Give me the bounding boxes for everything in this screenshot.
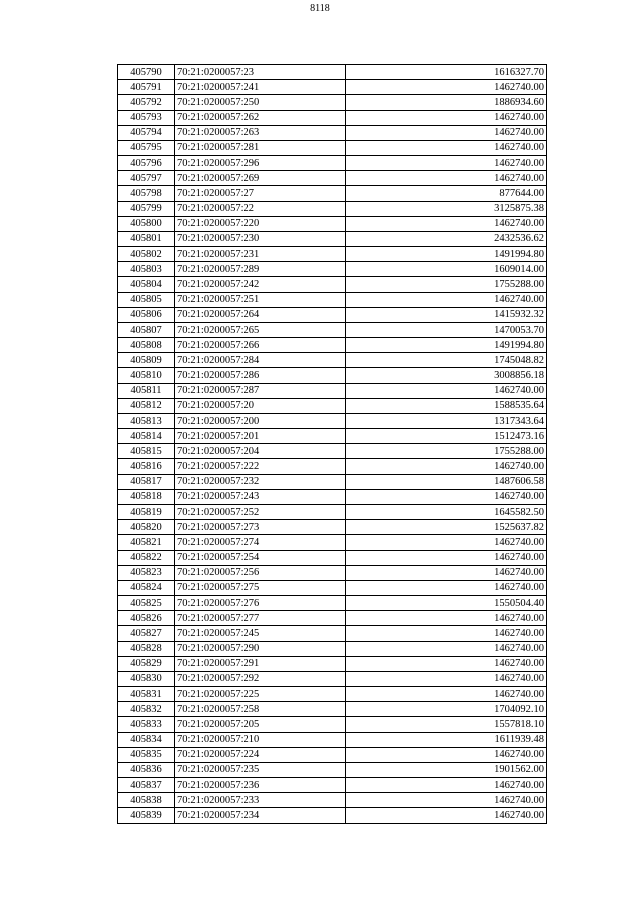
row-number-cell: 405793 xyxy=(118,110,175,125)
cadastral-value-cell: 1462740.00 xyxy=(346,535,547,550)
table-row xyxy=(118,717,547,732)
cadastral-value-cell: 1415932.32 xyxy=(346,307,547,322)
row-number-cell: 405798 xyxy=(118,186,175,201)
table-row xyxy=(118,504,547,519)
cadastral-value-cell: 1462740.00 xyxy=(346,171,547,186)
table-row xyxy=(118,687,547,702)
table-row xyxy=(118,732,547,747)
cadastral-number-cell: 70:21:0200057:225 xyxy=(175,687,346,702)
row-number-cell: 405801 xyxy=(118,231,175,246)
table-row xyxy=(118,444,547,459)
row-number-cell: 405828 xyxy=(118,641,175,656)
cadastral-number-cell: 70:21:0200057:252 xyxy=(175,504,346,519)
table-row xyxy=(118,626,547,641)
table-row xyxy=(118,171,547,186)
cadastral-number-cell: 70:21:0200057:200 xyxy=(175,413,346,428)
row-number-cell: 405822 xyxy=(118,550,175,565)
cadastral-value-cell: 1462740.00 xyxy=(346,140,547,155)
table-row xyxy=(118,322,547,337)
row-number-cell: 405806 xyxy=(118,307,175,322)
cadastral-value-cell: 1462740.00 xyxy=(346,611,547,626)
row-number-cell: 405837 xyxy=(118,778,175,793)
cadastral-number-cell: 70:21:0200057:224 xyxy=(175,747,346,762)
page-number: 8118 xyxy=(310,3,330,14)
table-row xyxy=(118,641,547,656)
row-number-cell: 405810 xyxy=(118,368,175,383)
cadastral-value-cell: 1886934.60 xyxy=(346,95,547,110)
table-row xyxy=(118,368,547,383)
row-number-cell: 405808 xyxy=(118,338,175,353)
table-row xyxy=(118,489,547,504)
cadastral-number-cell: 70:21:0200057:204 xyxy=(175,444,346,459)
row-number-cell: 405819 xyxy=(118,504,175,519)
cadastral-number-cell: 70:21:0200057:210 xyxy=(175,732,346,747)
cadastral-number-cell: 70:21:0200057:222 xyxy=(175,459,346,474)
row-number-cell: 405838 xyxy=(118,793,175,808)
cadastral-number-cell: 70:21:0200057:284 xyxy=(175,353,346,368)
cadastral-value-cell: 1512473.16 xyxy=(346,429,547,444)
cadastral-number-cell: 70:21:0200057:269 xyxy=(175,171,346,186)
cadastral-value-cell: 1462740.00 xyxy=(346,156,547,171)
cadastral-number-cell: 70:21:0200057:258 xyxy=(175,702,346,717)
cadastral-value-cell: 3008856.18 xyxy=(346,368,547,383)
cadastral-number-cell: 70:21:0200057:20 xyxy=(175,398,346,413)
table-row xyxy=(118,353,547,368)
cadastral-value-cell: 1704092.10 xyxy=(346,702,547,717)
cadastral-value-cell: 1462740.00 xyxy=(346,110,547,125)
cadastral-value-cell: 1462740.00 xyxy=(346,565,547,580)
cadastral-number-cell: 70:21:0200057:273 xyxy=(175,520,346,535)
table-row xyxy=(118,65,547,80)
table-row xyxy=(118,793,547,808)
cadastral-number-cell: 70:21:0200057:263 xyxy=(175,125,346,140)
cadastral-number-cell: 70:21:0200057:276 xyxy=(175,596,346,611)
cadastral-value-cell: 1462740.00 xyxy=(346,550,547,565)
table-row xyxy=(118,156,547,171)
cadastral-value-cell: 1462740.00 xyxy=(346,626,547,641)
cadastral-value-cell: 1491994.80 xyxy=(346,338,547,353)
cadastral-number-cell: 70:21:0200057:275 xyxy=(175,580,346,595)
cadastral-number-cell: 70:21:0200057:292 xyxy=(175,671,346,686)
cadastral-number-cell: 70:21:0200057:23 xyxy=(175,65,346,80)
cadastral-number-cell: 70:21:0200057:241 xyxy=(175,80,346,95)
table-row xyxy=(118,580,547,595)
cadastral-value-cell: 1611939.48 xyxy=(346,732,547,747)
cadastral-value-cell: 1317343.64 xyxy=(346,413,547,428)
row-number-cell: 405818 xyxy=(118,489,175,504)
row-number-cell: 405820 xyxy=(118,520,175,535)
cadastral-number-cell: 70:21:0200057:291 xyxy=(175,656,346,671)
cadastral-number-cell: 70:21:0200057:201 xyxy=(175,429,346,444)
row-number-cell: 405809 xyxy=(118,353,175,368)
cadastral-value-cell: 1462740.00 xyxy=(346,641,547,656)
table-row xyxy=(118,611,547,626)
row-number-cell: 405821 xyxy=(118,535,175,550)
cadastral-value-cell: 1525637.82 xyxy=(346,520,547,535)
table-row xyxy=(118,186,547,201)
cadastral-value-table xyxy=(117,64,547,824)
cadastral-value-cell: 1462740.00 xyxy=(346,80,547,95)
cadastral-number-cell: 70:21:0200057:205 xyxy=(175,717,346,732)
row-number-cell: 405826 xyxy=(118,611,175,626)
row-number-cell: 405831 xyxy=(118,687,175,702)
cadastral-number-cell: 70:21:0200057:242 xyxy=(175,277,346,292)
cadastral-number-cell: 70:21:0200057:289 xyxy=(175,262,346,277)
row-number-cell: 405791 xyxy=(118,80,175,95)
table-row xyxy=(118,231,547,246)
row-number-cell: 405835 xyxy=(118,747,175,762)
cadastral-value-cell: 1901562.00 xyxy=(346,762,547,777)
table-row xyxy=(118,140,547,155)
cadastral-number-cell: 70:21:0200057:277 xyxy=(175,611,346,626)
table-row xyxy=(118,429,547,444)
cadastral-number-cell: 70:21:0200057:264 xyxy=(175,307,346,322)
cadastral-value-cell: 1462740.00 xyxy=(346,292,547,307)
table-row xyxy=(118,747,547,762)
row-number-cell: 405807 xyxy=(118,322,175,337)
row-number-cell: 405830 xyxy=(118,671,175,686)
row-number-cell: 405797 xyxy=(118,171,175,186)
cadastral-number-cell: 70:21:0200057:266 xyxy=(175,338,346,353)
cadastral-number-cell: 70:21:0200057:22 xyxy=(175,201,346,216)
table-row xyxy=(118,95,547,110)
row-number-cell: 405792 xyxy=(118,95,175,110)
cadastral-value-cell: 1645582.50 xyxy=(346,504,547,519)
row-number-cell: 405827 xyxy=(118,626,175,641)
cadastral-value-cell: 1491994.80 xyxy=(346,247,547,262)
cadastral-value-cell: 1550504.40 xyxy=(346,596,547,611)
table-row xyxy=(118,778,547,793)
row-number-cell: 405815 xyxy=(118,444,175,459)
row-number-cell: 405813 xyxy=(118,413,175,428)
cadastral-value-cell: 877644.00 xyxy=(346,186,547,201)
row-number-cell: 405805 xyxy=(118,292,175,307)
row-number-cell: 405832 xyxy=(118,702,175,717)
table-row xyxy=(118,596,547,611)
cadastral-number-cell: 70:21:0200057:231 xyxy=(175,247,346,262)
table-row xyxy=(118,216,547,231)
cadastral-number-cell: 70:21:0200057:232 xyxy=(175,474,346,489)
cadastral-number-cell: 70:21:0200057:233 xyxy=(175,793,346,808)
table-row xyxy=(118,262,547,277)
cadastral-number-cell: 70:21:0200057:281 xyxy=(175,140,346,155)
table-row xyxy=(118,307,547,322)
cadastral-value-cell: 2432536.62 xyxy=(346,231,547,246)
cadastral-value-cell: 1616327.70 xyxy=(346,65,547,80)
table-row xyxy=(118,277,547,292)
table-row xyxy=(118,520,547,535)
table-row xyxy=(118,656,547,671)
row-number-cell: 405794 xyxy=(118,125,175,140)
cadastral-number-cell: 70:21:0200057:254 xyxy=(175,550,346,565)
cadastral-value-cell: 1470053.70 xyxy=(346,322,547,337)
cadastral-value-cell: 1462740.00 xyxy=(346,778,547,793)
cadastral-value-cell: 1755288.00 xyxy=(346,444,547,459)
row-number-cell: 405825 xyxy=(118,596,175,611)
row-number-cell: 405817 xyxy=(118,474,175,489)
row-number-cell: 405800 xyxy=(118,216,175,231)
cadastral-number-cell: 70:21:0200057:296 xyxy=(175,156,346,171)
cadastral-value-cell: 1745048.82 xyxy=(346,353,547,368)
row-number-cell: 405834 xyxy=(118,732,175,747)
table-row xyxy=(118,80,547,95)
cadastral-value-cell: 1755288.00 xyxy=(346,277,547,292)
table-row xyxy=(118,292,547,307)
row-number-cell: 405796 xyxy=(118,156,175,171)
row-number-cell: 405802 xyxy=(118,247,175,262)
row-number-cell: 405795 xyxy=(118,140,175,155)
table-row xyxy=(118,671,547,686)
table-row xyxy=(118,110,547,125)
table-row xyxy=(118,459,547,474)
cadastral-number-cell: 70:21:0200057:234 xyxy=(175,808,346,823)
cadastral-value-cell: 1462740.00 xyxy=(346,671,547,686)
cadastral-number-cell: 70:21:0200057:287 xyxy=(175,383,346,398)
cadastral-value-cell: 1462740.00 xyxy=(346,383,547,398)
table-row xyxy=(118,247,547,262)
cadastral-number-cell: 70:21:0200057:251 xyxy=(175,292,346,307)
table-row xyxy=(118,413,547,428)
cadastral-number-cell: 70:21:0200057:235 xyxy=(175,762,346,777)
table-row xyxy=(118,383,547,398)
row-number-cell: 405804 xyxy=(118,277,175,292)
cadastral-number-cell: 70:21:0200057:290 xyxy=(175,641,346,656)
cadastral-value-cell: 1462740.00 xyxy=(346,216,547,231)
cadastral-number-cell: 70:21:0200057:27 xyxy=(175,186,346,201)
row-number-cell: 405824 xyxy=(118,580,175,595)
cadastral-number-cell: 70:21:0200057:250 xyxy=(175,95,346,110)
table-row xyxy=(118,338,547,353)
table-row xyxy=(118,550,547,565)
row-number-cell: 405811 xyxy=(118,383,175,398)
table-row xyxy=(118,474,547,489)
cadastral-number-cell: 70:21:0200057:245 xyxy=(175,626,346,641)
cadastral-number-cell: 70:21:0200057:236 xyxy=(175,778,346,793)
cadastral-number-cell: 70:21:0200057:286 xyxy=(175,368,346,383)
row-number-cell: 405836 xyxy=(118,762,175,777)
table-body xyxy=(118,65,547,824)
row-number-cell: 405814 xyxy=(118,429,175,444)
cadastral-value-cell: 1557818.10 xyxy=(346,717,547,732)
cadastral-number-cell: 70:21:0200057:243 xyxy=(175,489,346,504)
row-number-cell: 405839 xyxy=(118,808,175,823)
table-row xyxy=(118,762,547,777)
table-row xyxy=(118,201,547,216)
cadastral-number-cell: 70:21:0200057:256 xyxy=(175,565,346,580)
cadastral-number-cell: 70:21:0200057:265 xyxy=(175,322,346,337)
table-row xyxy=(118,702,547,717)
row-number-cell: 405812 xyxy=(118,398,175,413)
table-row xyxy=(118,565,547,580)
row-number-cell: 405799 xyxy=(118,201,175,216)
table-row xyxy=(118,535,547,550)
cadastral-value-cell: 3125875.38 xyxy=(346,201,547,216)
cadastral-value-cell: 1462740.00 xyxy=(346,656,547,671)
cadastral-number-cell: 70:21:0200057:230 xyxy=(175,231,346,246)
cadastral-value-cell: 1462740.00 xyxy=(346,687,547,702)
cadastral-value-cell: 1462740.00 xyxy=(346,580,547,595)
row-number-cell: 405790 xyxy=(118,65,175,80)
cadastral-value-cell: 1462740.00 xyxy=(346,489,547,504)
cadastral-value-cell: 1462740.00 xyxy=(346,793,547,808)
row-number-cell: 405829 xyxy=(118,656,175,671)
cadastral-number-cell: 70:21:0200057:274 xyxy=(175,535,346,550)
table-row xyxy=(118,808,547,823)
cadastral-value-cell: 1462740.00 xyxy=(346,459,547,474)
table-row xyxy=(118,398,547,413)
cadastral-value-cell: 1588535.64 xyxy=(346,398,547,413)
row-number-cell: 405803 xyxy=(118,262,175,277)
row-number-cell: 405833 xyxy=(118,717,175,732)
cadastral-number-cell: 70:21:0200057:220 xyxy=(175,216,346,231)
table-row xyxy=(118,125,547,140)
cadastral-value-cell: 1609014.00 xyxy=(346,262,547,277)
cadastral-value-cell: 1462740.00 xyxy=(346,125,547,140)
row-number-cell: 405823 xyxy=(118,565,175,580)
cadastral-value-cell: 1462740.00 xyxy=(346,808,547,823)
row-number-cell: 405816 xyxy=(118,459,175,474)
cadastral-value-cell: 1487606.58 xyxy=(346,474,547,489)
cadastral-value-cell: 1462740.00 xyxy=(346,747,547,762)
cadastral-number-cell: 70:21:0200057:262 xyxy=(175,110,346,125)
